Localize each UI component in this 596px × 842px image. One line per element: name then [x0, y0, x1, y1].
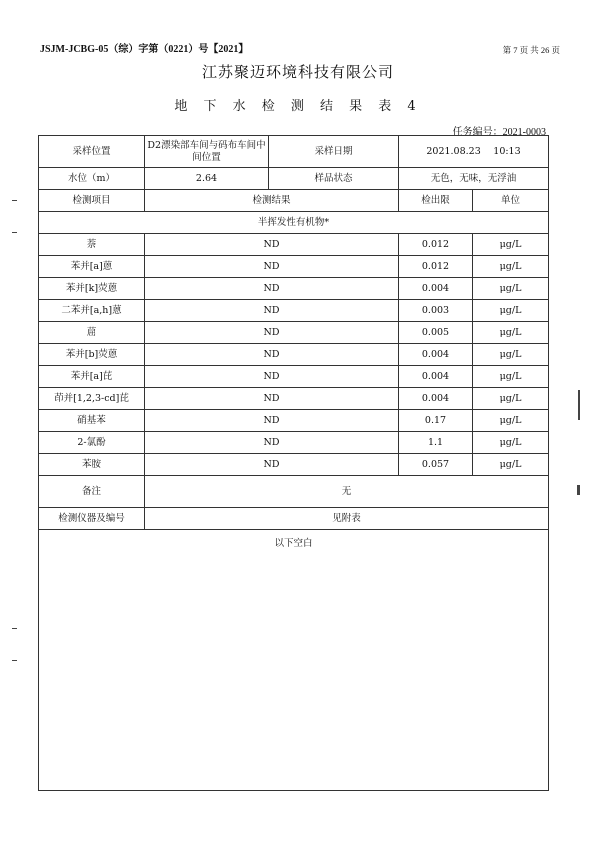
info-row-location — [39, 136, 549, 168]
table-row — [39, 432, 549, 454]
sampling-date-label: 采样日期 — [269, 136, 399, 168]
scan-mark — [578, 390, 580, 420]
scan-mark — [12, 628, 17, 629]
table-row — [39, 388, 549, 410]
column-header-result: 检测结果 — [145, 190, 399, 212]
row-limit: 0.005 — [399, 322, 473, 344]
document-code: JSJM-JCBG-05（综）字第（0221）号【2021】 — [40, 44, 249, 55]
scan-mark — [12, 200, 17, 201]
row-item: 二苯并[a,h]蒽 — [39, 300, 145, 322]
sample-state-label: 样品状态 — [269, 168, 399, 190]
row-unit: μg/L — [473, 388, 549, 410]
row-limit: 0.057 — [399, 454, 473, 476]
row-unit: μg/L — [473, 234, 549, 256]
remarks-label: 备注 — [39, 476, 145, 508]
row-limit: 0.17 — [399, 410, 473, 432]
remarks-row — [39, 476, 549, 508]
table-row — [39, 300, 549, 322]
instrument-value: 见附表 — [145, 508, 549, 530]
task-number: 任务编号：2021-0003 — [452, 127, 546, 138]
column-header-limit: 检出限 — [399, 190, 473, 212]
sample-state-value: 无色，无味，无浮油 — [399, 168, 549, 190]
row-limit: 0.004 — [399, 278, 473, 300]
row-result: ND — [145, 300, 399, 322]
row-limit: 0.012 — [399, 256, 473, 278]
remarks-value: 无 — [145, 476, 549, 508]
row-unit: μg/L — [473, 454, 549, 476]
table-row — [39, 366, 549, 388]
row-limit: 0.012 — [399, 234, 473, 256]
row-item: 苯并[a]芘 — [39, 366, 145, 388]
table-row — [39, 410, 549, 432]
row-limit: 0.004 — [399, 366, 473, 388]
water-level-value: 2.64 — [145, 168, 269, 190]
company-name: 江苏聚迈环境科技有限公司 — [201, 63, 394, 81]
row-item: 䓛 — [39, 322, 145, 344]
row-result: ND — [145, 278, 399, 300]
info-row-water-level — [39, 168, 549, 190]
table-row — [39, 322, 549, 344]
table-row — [39, 256, 549, 278]
column-header-item: 检测项目 — [39, 190, 145, 212]
table-row — [39, 278, 549, 300]
row-unit: μg/L — [473, 366, 549, 388]
page-number: 第 7 页 共 26 页 — [502, 45, 560, 55]
table-row — [39, 454, 549, 476]
row-item: 2-氯酚 — [39, 432, 145, 454]
row-item: 苯并[k]荧蒽 — [39, 278, 145, 300]
row-unit: μg/L — [473, 278, 549, 300]
instrument-row — [39, 508, 549, 530]
row-result: ND — [145, 366, 399, 388]
scan-mark — [12, 232, 17, 233]
table-row — [39, 234, 549, 256]
column-header-unit: 单位 — [473, 190, 549, 212]
sampling-date-value: 2021.08.23 10:13 — [399, 136, 549, 168]
water-level-label: 水位（m） — [39, 168, 145, 190]
row-item: 萘 — [39, 234, 145, 256]
row-item: 茚并[1,2,3-cd]芘 — [39, 388, 145, 410]
row-unit: μg/L — [473, 344, 549, 366]
group-title-row — [39, 212, 549, 234]
row-limit: 0.003 — [399, 300, 473, 322]
row-unit: μg/L — [473, 300, 549, 322]
row-unit: μg/L — [473, 432, 549, 454]
row-unit: μg/L — [473, 256, 549, 278]
row-result: ND — [145, 322, 399, 344]
group-title: 半挥发性有机物* — [39, 212, 549, 234]
row-result: ND — [145, 410, 399, 432]
row-result: ND — [145, 234, 399, 256]
row-unit: μg/L — [473, 410, 549, 432]
row-item: 苯胺 — [39, 454, 145, 476]
row-limit: 0.004 — [399, 344, 473, 366]
instrument-label: 检测仪器及编号 — [39, 508, 145, 530]
report-title: 地 下 水 检 测 结 果 表 4 — [174, 99, 422, 114]
sampling-location-label: 采样位置 — [39, 136, 145, 168]
blank-note: 以下空白 — [39, 530, 549, 791]
row-unit: μg/L — [473, 322, 549, 344]
row-result: ND — [145, 388, 399, 410]
blank-area-row — [39, 530, 549, 791]
row-result: ND — [145, 454, 399, 476]
scan-mark — [12, 660, 17, 661]
row-result: ND — [145, 344, 399, 366]
row-limit: 1.1 — [399, 432, 473, 454]
sampling-location-value: D2漂染部车间与码布车间中间位置 — [145, 136, 269, 168]
table-row — [39, 344, 549, 366]
column-header-row — [39, 190, 549, 212]
row-result: ND — [145, 432, 399, 454]
results-table — [38, 135, 549, 791]
row-result: ND — [145, 256, 399, 278]
scan-mark — [577, 485, 580, 495]
row-item: 苯并[b]荧蒽 — [39, 344, 145, 366]
row-item: 硝基苯 — [39, 410, 145, 432]
row-item: 苯并[a]蒽 — [39, 256, 145, 278]
row-limit: 0.004 — [399, 388, 473, 410]
